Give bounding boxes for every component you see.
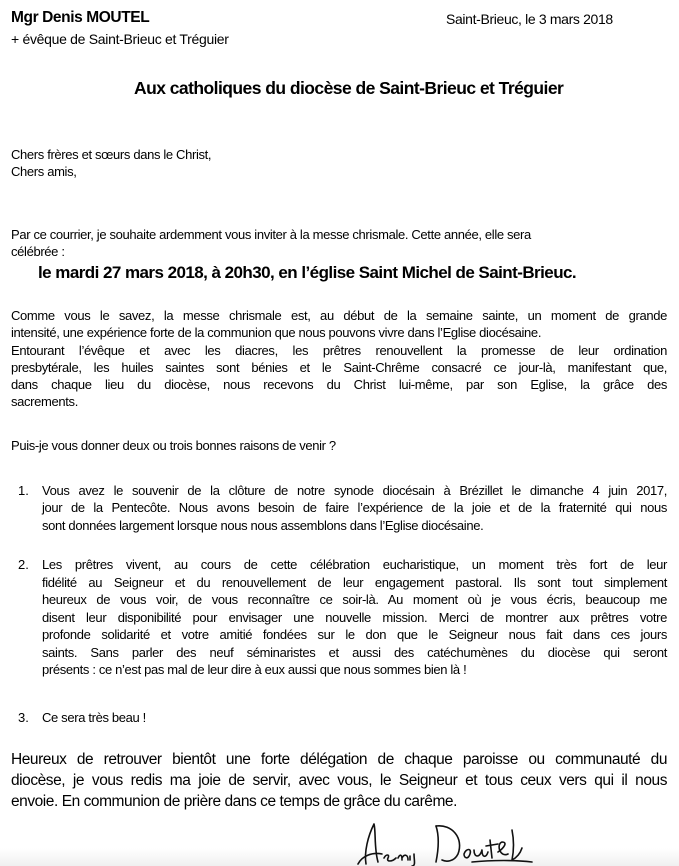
list-item-line: jour de la Pentecôte. Nous avons besoin de faire l’expérience de la joie et de la fraternité qui nous — [42, 500, 667, 515]
list-item-line: sont données largement lorsque nous nous assemblons dans l’Eglise diocésaine. — [42, 518, 484, 533]
paragraph-line: intensité, une expérience forte de la communion que nous pouvons vivre dans l’Eglise diocésaine. — [11, 325, 542, 340]
list-item-line: heureux de vous voir, de vous reconnaître ce soir-là. Au moment où je vous écris, beaucoup me — [42, 592, 667, 607]
closing-line: diocèse, je vous redis ma joie de servir, avec vous, le Seigneur et tous ceux vers qui il nous — [11, 772, 667, 789]
paragraph-line: Entourant l’évêque et avec les diacres, les prêtres renouvellent la promesse de leur ordination — [11, 343, 667, 358]
closing-line: Heureux de retrouver bientôt une forte délégation de chaque paroisse ou communauté du — [11, 751, 667, 768]
list-number: 3. — [18, 710, 29, 725]
salutation-line: Chers frères et sœurs dans le Christ, — [11, 147, 212, 162]
place-date: Saint-Brieuc, le 3 mars 2018 — [446, 11, 613, 27]
list-item-line: Les prêtres vivent, au cours de cette célébration eucharistique, un moment très fort de leur — [42, 557, 667, 572]
list-item-line: présents : ce n’est pas mal de leur dire à eux aussi que nous sommes bien là ! — [42, 662, 467, 677]
salutation-line: Chers amis, — [11, 164, 77, 179]
paragraph-line: Comme vous le savez, la messe chrismale est, au début de la semaine sainte, un moment de grande — [11, 308, 667, 323]
list-number: 1. — [18, 483, 29, 498]
paragraph-line: presbytérale, les huiles saintes sont bénies et le Saint-Chrême consacré ce jour-là, manifestant que, — [11, 360, 667, 375]
list-item-line: disent leur disponibilité pour envisager une nouvelle mission. Merci de montrer aux prêtres votre — [42, 610, 667, 625]
list-item-line: profonde solidarité et votre amitié fondées sur le don que le Seigneur nous fait dans ces jours — [42, 627, 667, 642]
paragraph-line: dans chaque lieu du diocèse, nous recevons du Christ lui-même, par son Eglise, la grâce des — [11, 377, 667, 392]
event-details: le mardi 27 mars 2018, à 20h30, en l’église Saint Michel de Saint-Brieuc. — [38, 263, 577, 282]
closing-line: envoie. En communion de prière dans ce temps de grâce du carême. — [11, 793, 457, 810]
list-item-line: Vous avez le souvenir de la clôture de notre synode diocésain à Brézillet le dimanche 4 juin 2017, — [42, 483, 667, 498]
paragraph-line: sacrements. — [11, 394, 78, 409]
signature-shadow — [0, 836, 679, 866]
sender-title: + évêque de Saint-Brieuc et Tréguier — [11, 31, 229, 47]
list-item-line: Ce sera très beau ! — [42, 710, 146, 725]
list-number: 2. — [18, 557, 29, 572]
signature-image — [352, 818, 552, 866]
question-line: Puis-je vous donner deux ou trois bonnes raisons de venir ? — [11, 438, 336, 453]
list-item-line: saints. Sans parler des neuf séminaristes et aussi des catéchumènes du diocèse qui seront — [42, 645, 667, 660]
intro-line: Par ce courrier, je souhaite ardemment vous inviter à la messe chrismale. Cette année, elle sera — [11, 227, 531, 242]
intro-line: célébrée : — [11, 244, 65, 259]
list-item-line: fidélité au Seigneur et du renouvellement de leur engagement pastoral. Ils sont tout simplement — [42, 575, 667, 590]
sender-name: Mgr Denis MOUTEL — [11, 9, 150, 26]
letter-title: Aux catholiques du diocèse de Saint-Brieuc et Tréguier — [134, 78, 564, 98]
